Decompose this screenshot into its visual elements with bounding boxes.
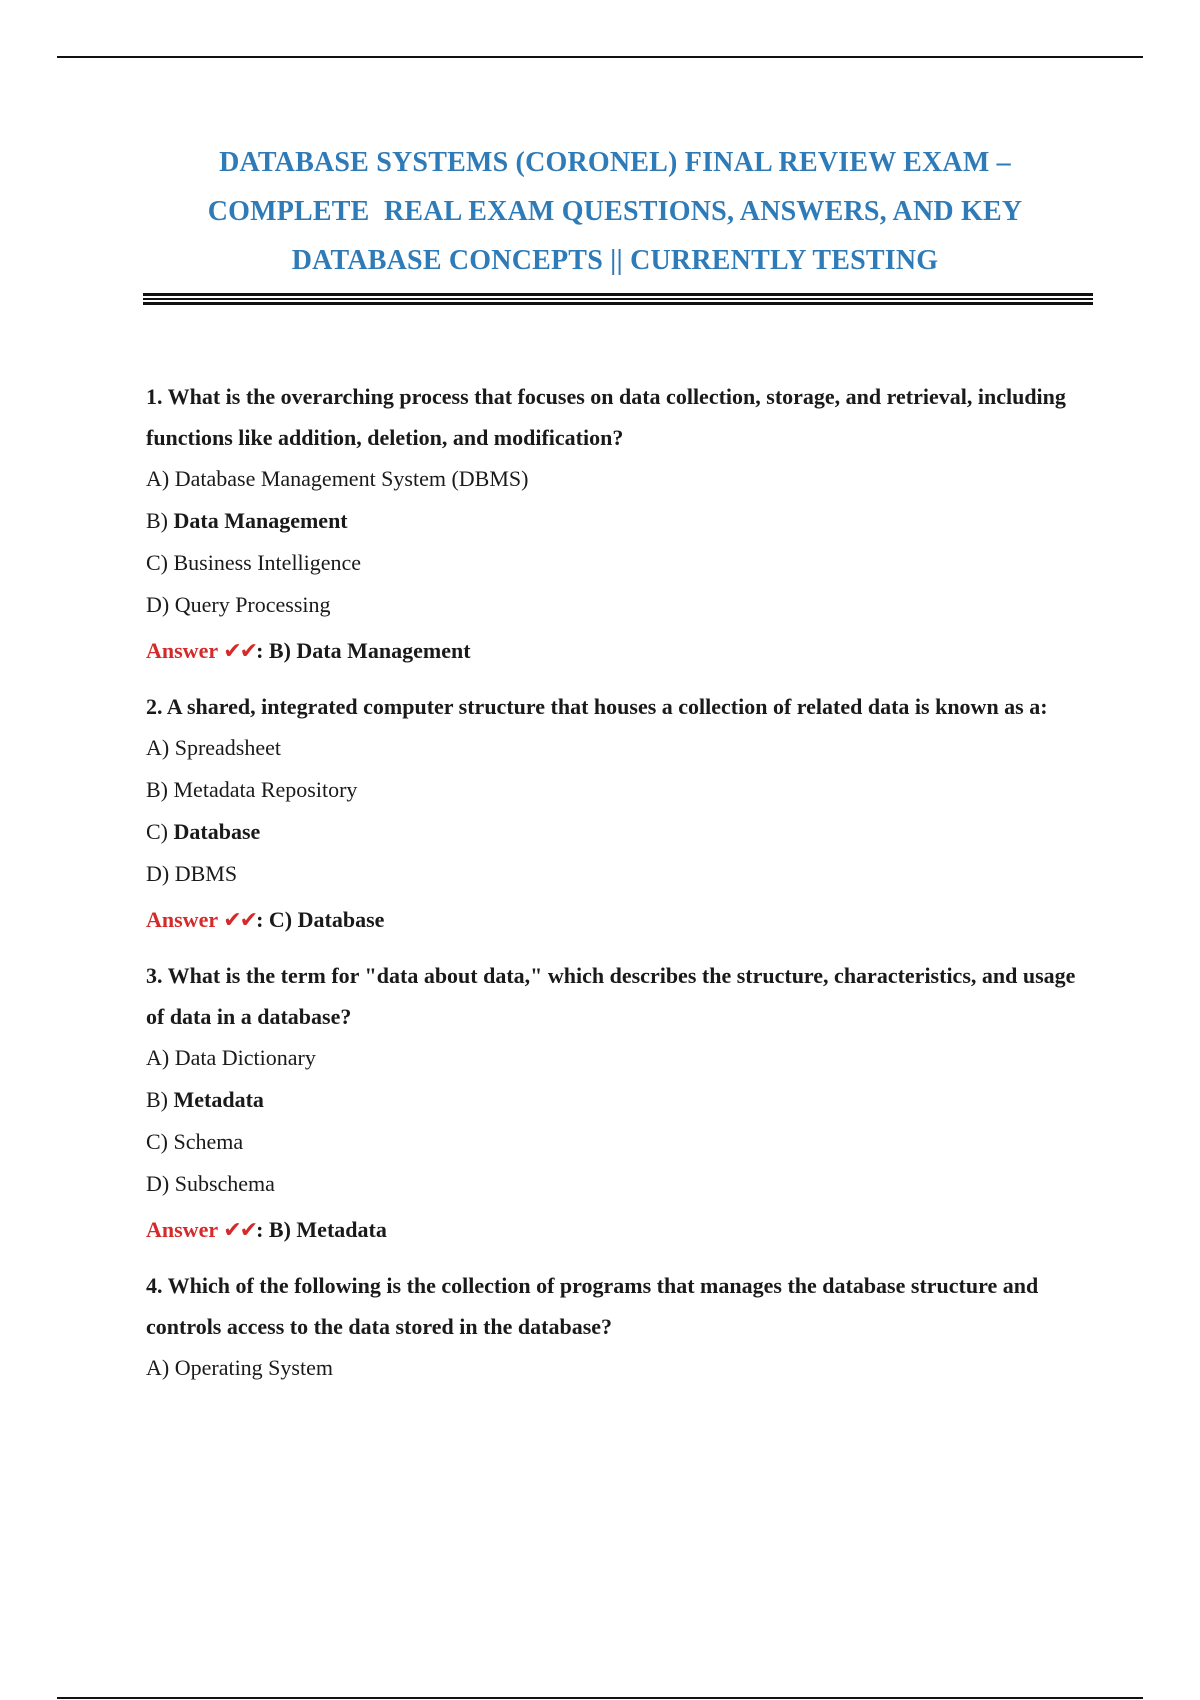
bottom-rule (57, 1697, 1143, 1699)
option-a: A) Data Dictionary (146, 1045, 316, 1070)
option-a: A) Spreadsheet (146, 735, 282, 760)
option-label-correct: Database (173, 819, 261, 844)
option-label: Schema (173, 1129, 244, 1154)
option-label: Operating System (174, 1355, 333, 1380)
question-4 (146, 1265, 1096, 1389)
answer-value: : C) Database (256, 907, 385, 932)
option-b: B) Metadata (146, 1087, 264, 1112)
question-text: 1. What is the overarching process that focuses on data collection, storage, and retrieval, including functions like addition, deletion, and modification? (146, 384, 1066, 450)
question-2 (146, 686, 1096, 942)
option-d: D) Query Processing (146, 592, 331, 617)
title-line-1: DATABASE SYSTEMS (CORONEL) FINAL REVIEW EXAM – (219, 147, 1011, 178)
option-label: DBMS (174, 861, 238, 886)
answer-line (146, 630, 1096, 673)
answer-label: Answer (146, 1217, 218, 1242)
option-a: A) Operating System (146, 1355, 333, 1380)
question-text: 3. What is the term for "data about data," which describes the structure, characteristics, and usage of data in a database? (146, 963, 1076, 1029)
title-divider (143, 293, 1093, 305)
option-b: B) Metadata Repository (146, 777, 358, 802)
answer-line (146, 1209, 1096, 1252)
question-text: 4. Which of the following is the collection of programs that manages the database structure and controls access to the data stored in the database? (146, 1273, 1039, 1339)
document-title (130, 138, 1100, 285)
option-c: C) Business Intelligence (146, 550, 362, 575)
option-b: B) Data Management (146, 508, 348, 533)
option-c: C) Schema (146, 1129, 244, 1154)
question-text: 2. A shared, integrated computer structure that houses a collection of related data is known as a: (146, 694, 1048, 719)
question-3 (146, 955, 1096, 1252)
option-label-correct: Data Management (173, 508, 348, 533)
option-label: Spreadsheet (174, 735, 282, 760)
double-check-icon: ✔✔ (223, 1218, 257, 1243)
option-label: Subschema (174, 1171, 275, 1196)
answer-label: Answer (146, 638, 218, 663)
double-check-icon: ✔✔ (223, 639, 257, 664)
question-1 (146, 376, 1096, 673)
answer-value: : B) Metadata (256, 1217, 387, 1242)
answer-label: Answer (146, 907, 218, 932)
option-d: D) DBMS (146, 861, 238, 886)
option-label: Data Dictionary (174, 1045, 316, 1070)
option-label: Metadata Repository (173, 777, 358, 802)
title-line-2: COMPLETE REAL EXAM QUESTIONS, ANSWERS, AND KEY (207, 196, 1023, 227)
option-a: A) Database Management System (DBMS) (146, 466, 529, 491)
option-c: C) Database (146, 819, 261, 844)
question-list (146, 376, 1096, 1402)
answer-line (146, 899, 1096, 942)
double-check-icon: ✔✔ (223, 908, 257, 933)
option-label: Database Management System (DBMS) (174, 466, 529, 491)
title-line-3: DATABASE CONCEPTS || CURRENTLY TESTING (291, 245, 939, 276)
option-label-correct: Metadata (173, 1087, 264, 1112)
option-label: Query Processing (174, 592, 331, 617)
top-rule (57, 56, 1143, 58)
answer-value: : B) Data Management (256, 638, 471, 663)
option-label: Business Intelligence (173, 550, 362, 575)
option-d: D) Subschema (146, 1171, 275, 1196)
